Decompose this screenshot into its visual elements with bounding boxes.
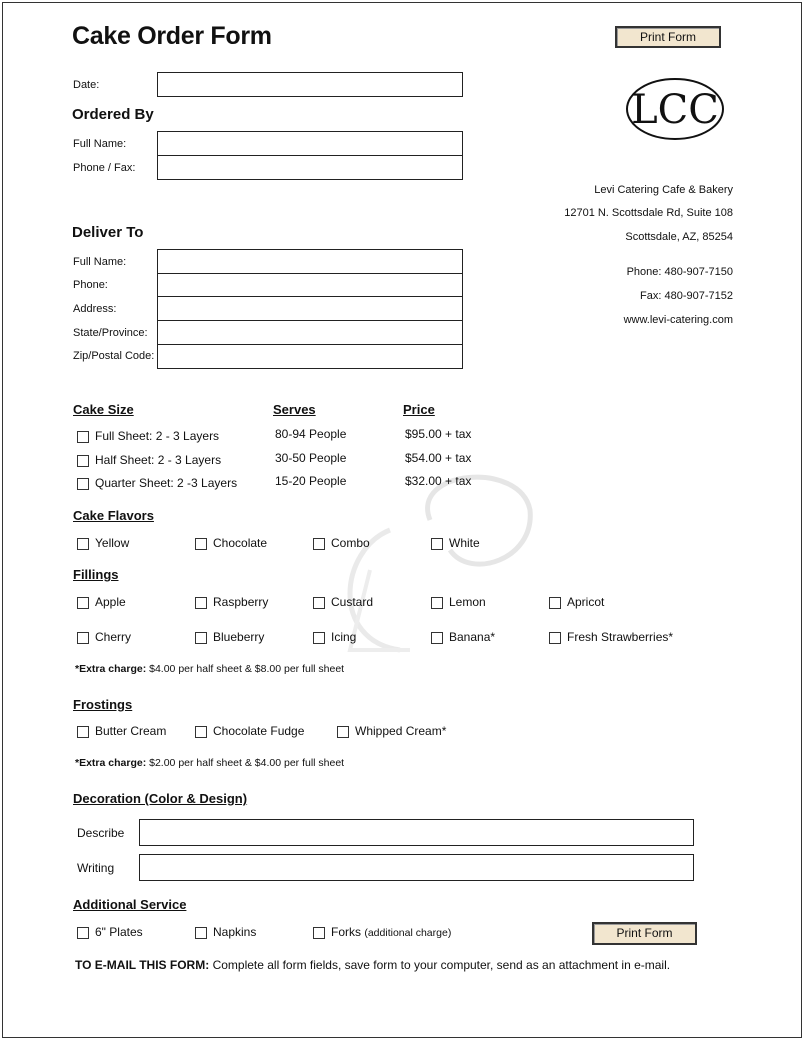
frostings-note-text: $2.00 per half sheet & $4.00 per full sheet — [149, 757, 345, 769]
flavor-yellow-label: Yellow — [95, 536, 130, 550]
filling-blueberry-label: Blueberry — [213, 630, 265, 644]
frostings-heading: Frostings — [73, 697, 133, 712]
describe-label: Describe — [77, 826, 125, 840]
cake-flavors-heading: Cake Flavors — [73, 508, 154, 523]
ordered-full-name-label: Full Name: — [73, 138, 127, 150]
plates-checkbox[interactable] — [77, 927, 89, 939]
date-label: Date: — [73, 79, 100, 91]
napkins-label: Napkins — [213, 925, 257, 939]
napkins-checkbox[interactable] — [195, 927, 207, 939]
business-phone: Phone: 480-907-7150 — [626, 266, 733, 278]
flavor-chocolate-label: Chocolate — [213, 536, 268, 550]
frosting-butter-cream-label: Butter Cream — [95, 724, 167, 738]
flavor-chocolate-checkbox[interactable] — [195, 538, 207, 550]
filling-lemon-label: Lemon — [449, 595, 486, 609]
writing-field[interactable] — [139, 854, 694, 881]
filling-banana-checkbox[interactable] — [431, 632, 443, 644]
logo-text: LCC — [631, 87, 719, 133]
deliver-state-field[interactable] — [157, 320, 463, 345]
ordered-full-name-field[interactable] — [157, 131, 463, 156]
flavor-white-label: White — [449, 536, 480, 550]
flavor-combo-label: Combo — [331, 536, 370, 550]
email-instructions-text: Complete all form fields, save form to your computer, send as an attachment in e-mail. — [212, 958, 671, 972]
deliver-phone-field[interactable] — [157, 273, 463, 298]
serves-heading: Serves — [273, 402, 316, 417]
deliver-to-heading: Deliver To — [72, 224, 144, 241]
filling-icing-checkbox[interactable] — [313, 632, 325, 644]
flavor-white-checkbox[interactable] — [431, 538, 443, 550]
filling-custard-checkbox[interactable] — [313, 597, 325, 609]
fillings-note-text: $4.00 per half sheet & $8.00 per full sheet — [149, 663, 345, 675]
print-form-button-top[interactable]: Print Form — [615, 26, 721, 48]
plates-label: 6" Plates — [95, 925, 143, 939]
filling-apricot-label: Apricot — [567, 595, 605, 609]
price-heading: Price — [403, 402, 435, 417]
deliver-state-label: State/Province: — [73, 327, 148, 339]
forks-note: (additional charge) — [364, 927, 452, 939]
cake-size-heading: Cake Size — [73, 402, 134, 417]
filling-icing-label: Icing — [331, 630, 357, 644]
frosting-chocolate-fudge-checkbox[interactable] — [195, 726, 207, 738]
ordered-by-heading: Ordered By — [72, 106, 154, 123]
fillings-extra-charge-note — [75, 663, 344, 675]
filling-blueberry-checkbox[interactable] — [195, 632, 207, 644]
quarter-sheet-serves: 15-20 People — [275, 474, 347, 488]
full-sheet-serves: 80-94 People — [275, 427, 347, 441]
half-sheet-price: $54.00 + tax — [405, 451, 472, 465]
forks-label — [331, 925, 451, 939]
filling-custard-label: Custard — [331, 595, 374, 609]
half-sheet-serves: 30-50 People — [275, 451, 347, 465]
filling-apricot-checkbox[interactable] — [549, 597, 561, 609]
frostings-note-label: *Extra charge: — [75, 757, 147, 769]
full-sheet-price: $95.00 + tax — [405, 427, 472, 441]
quarter-sheet-label: Quarter Sheet: 2 -3 Layers — [95, 476, 238, 490]
full-sheet-label: Full Sheet: 2 - 3 Layers — [95, 429, 220, 443]
deliver-address-field[interactable] — [157, 296, 463, 321]
deliver-zip-label: Zip/Postal Code: — [73, 350, 155, 362]
forks-checkbox[interactable] — [313, 927, 325, 939]
page-title: Cake Order Form — [72, 22, 272, 50]
fillings-note-label: *Extra charge: — [75, 663, 147, 675]
filling-raspberry-label: Raspberry — [213, 595, 269, 609]
filling-apple-label: Apple — [95, 595, 126, 609]
ordered-phone-field[interactable] — [157, 155, 463, 180]
additional-service-heading: Additional Service — [73, 897, 187, 912]
filling-strawberries-label: Fresh Strawberries* — [567, 630, 674, 644]
filling-banana-label: Banana* — [449, 630, 496, 644]
quarter-sheet-checkbox[interactable] — [77, 478, 89, 490]
forks-label-text: Forks — [331, 925, 361, 939]
email-instructions-label: TO E-MAIL THIS FORM: — [75, 958, 210, 972]
business-name: Levi Catering Cafe & Bakery — [594, 184, 733, 196]
email-instructions — [75, 958, 670, 972]
filling-strawberries-checkbox[interactable] — [549, 632, 561, 644]
frosting-whipped-cream-checkbox[interactable] — [337, 726, 349, 738]
filling-cherry-label: Cherry — [95, 630, 132, 644]
filling-cherry-checkbox[interactable] — [77, 632, 89, 644]
business-street: 12701 N. Scottsdale Rd, Suite 108 — [564, 207, 733, 219]
business-city: Scottsdale, AZ, 85254 — [625, 231, 733, 243]
flavor-yellow-checkbox[interactable] — [77, 538, 89, 550]
deliver-phone-label: Phone: — [73, 279, 108, 291]
flavor-combo-checkbox[interactable] — [313, 538, 325, 550]
deliver-full-name-field[interactable] — [157, 249, 463, 274]
frostings-extra-charge-note — [75, 757, 344, 769]
full-sheet-checkbox[interactable] — [77, 431, 89, 443]
quarter-sheet-price: $32.00 + tax — [405, 474, 472, 488]
fillings-heading: Fillings — [73, 567, 119, 582]
half-sheet-label: Half Sheet: 2 - 3 Layers — [95, 453, 222, 467]
print-form-button-bottom[interactable]: Print Form — [592, 922, 697, 945]
decoration-heading: Decoration (Color & Design) — [73, 791, 248, 806]
deliver-zip-field[interactable] — [157, 344, 463, 369]
half-sheet-checkbox[interactable] — [77, 455, 89, 467]
date-field[interactable] — [157, 72, 463, 97]
frosting-chocolate-fudge-label: Chocolate Fudge — [213, 724, 305, 738]
frosting-butter-cream-checkbox[interactable] — [77, 726, 89, 738]
frosting-whipped-cream-label: Whipped Cream* — [355, 724, 447, 738]
lcc-logo — [625, 77, 725, 141]
filling-apple-checkbox[interactable] — [77, 597, 89, 609]
filling-raspberry-checkbox[interactable] — [195, 597, 207, 609]
writing-label: Writing — [77, 861, 115, 875]
business-fax: Fax: 480-907-7152 — [640, 290, 733, 302]
deliver-address-label: Address: — [73, 303, 117, 315]
describe-field[interactable] — [139, 819, 694, 846]
business-website[interactable]: www.levi-catering.com — [623, 314, 733, 326]
deliver-full-name-label: Full Name: — [73, 256, 127, 268]
filling-lemon-checkbox[interactable] — [431, 597, 443, 609]
ordered-phone-label: Phone / Fax: — [73, 162, 136, 174]
